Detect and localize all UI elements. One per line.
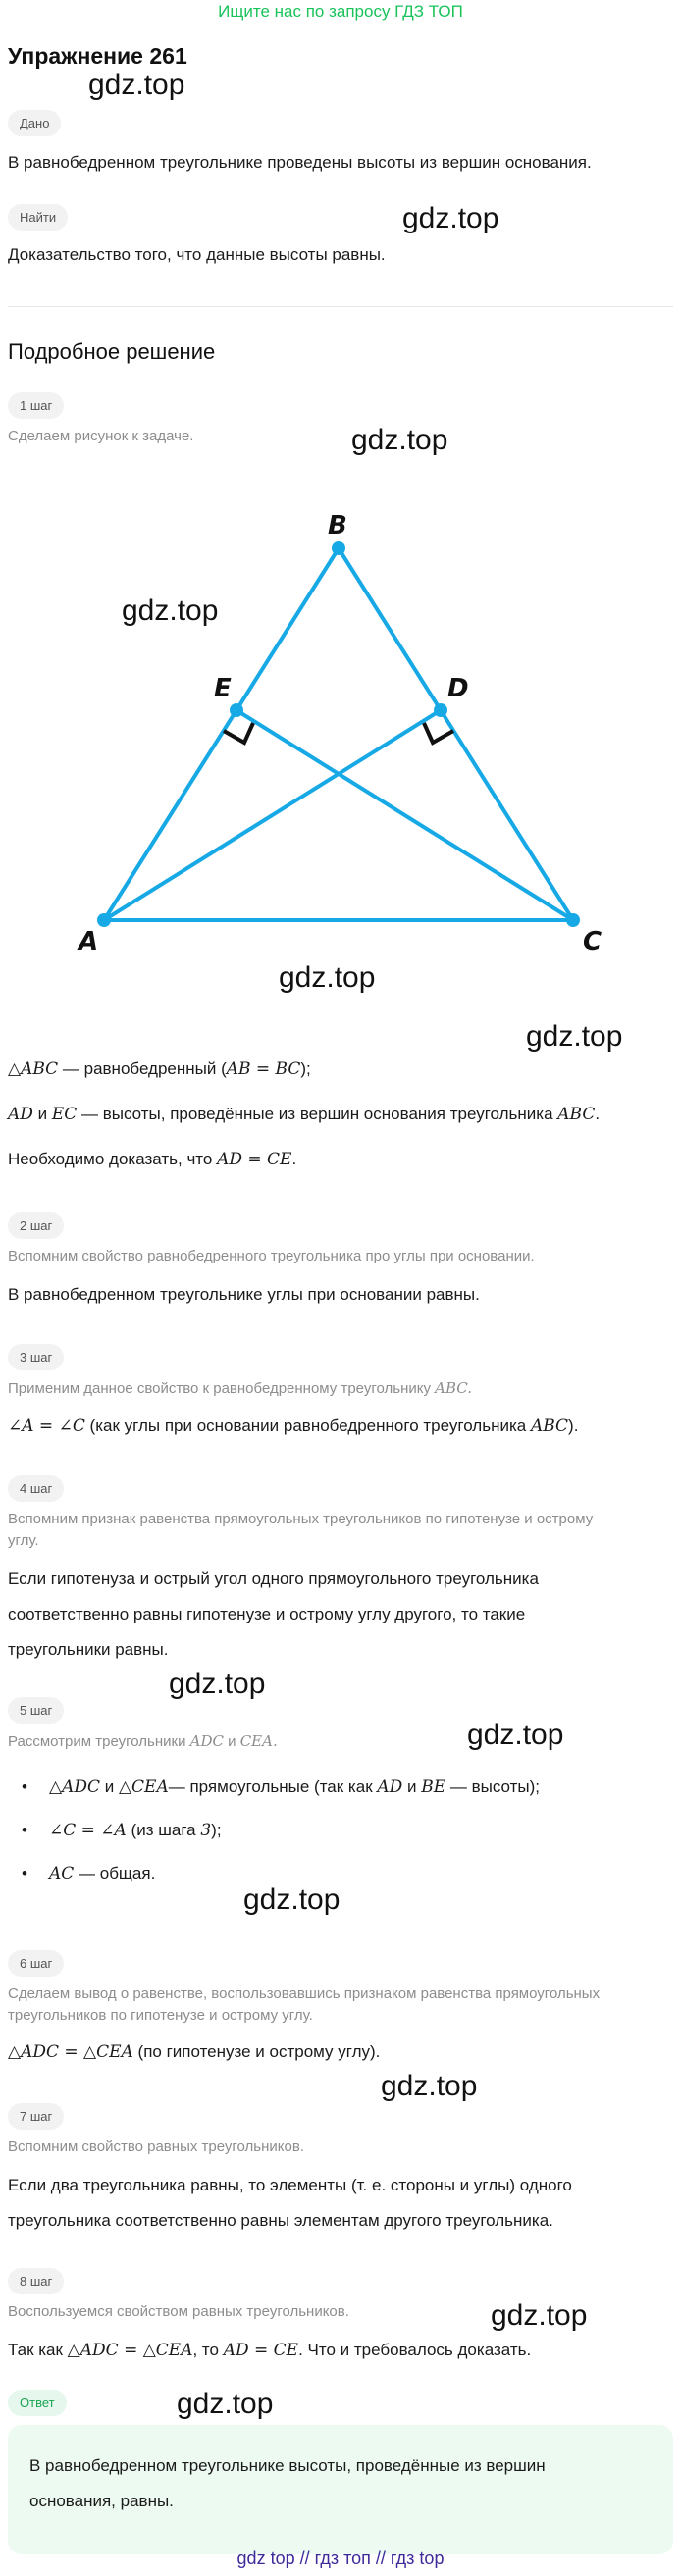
label-e: E: [214, 674, 232, 703]
given-text: В равнобедренном треугольнике проведены высоты из вершин основания.: [8, 153, 592, 172]
watermark: gdz.top: [491, 2299, 588, 2332]
point-b: [332, 541, 345, 555]
find-label-wrap: [8, 204, 68, 231]
page-title: Упражнение 261: [8, 43, 187, 69]
step-label: 1 шаг: [8, 392, 64, 419]
top-banner[interactable]: Ищите нас по запросу ГДЗ ТОП: [218, 2, 463, 21]
given-label: Дано: [8, 110, 61, 136]
step1-line2: AD и EC — высоты, проведённые из вершин основания треугольника ABC.: [8, 1105, 601, 1124]
step2-text: В равнобедренном треугольнике углы при основании равны.: [8, 1285, 480, 1304]
step-label: 7 шаг: [8, 2103, 64, 2130]
point-c: [566, 913, 580, 927]
step7-label-wrap: [8, 2103, 64, 2130]
step3-muted: Применим данное свойство к равнобедренному треугольнику ABC.: [8, 1379, 472, 1397]
step3-label-wrap: [8, 1344, 64, 1370]
watermark: gdz.top: [243, 1883, 340, 1916]
footer-links[interactable]: gdz top // гдз топ // гдз top: [236, 2549, 445, 2568]
watermark: gdz.top: [279, 961, 376, 994]
step-label: 3 шаг: [8, 1344, 64, 1370]
step4-muted2: углу.: [8, 1532, 39, 1549]
height-ce: [236, 710, 573, 920]
label-c: C: [583, 927, 602, 956]
label-b: B: [328, 511, 347, 541]
step6-muted2: треугольников по гипотенузе и острому углу.: [8, 2007, 313, 2024]
side-ab: [104, 548, 339, 920]
step-label: 8 шаг: [8, 2268, 64, 2294]
divider: [8, 306, 673, 307]
answer-box: [8, 2425, 673, 2554]
step8-text: Так как △ADC = △CEA, то AD = CE. Что и требовалось доказать.: [8, 2341, 532, 2360]
step1-label-wrap: [8, 392, 64, 419]
step7-line2: треугольника соответственно равны элементам другого треугольника.: [8, 2211, 553, 2230]
step8-muted: Воспользуемся свойством равных треугольников.: [8, 2303, 349, 2320]
step4-muted1: Вспомним признак равенства прямоугольных треугольников по гипотенузе и острому: [8, 1511, 594, 1527]
solution-title: Подробное решение: [8, 339, 216, 364]
step6-text: △ADC = △CEA (по гипотенузе и острому углу).: [8, 2042, 381, 2062]
step7-muted: Вспомним свойство равных треугольников.: [8, 2138, 304, 2155]
label-d: D: [447, 674, 469, 703]
answer-label: Ответ: [8, 2390, 67, 2416]
step-label: 5 шаг: [8, 1697, 64, 1724]
step-label: 6 шаг: [8, 1950, 64, 1977]
point-e: [230, 703, 243, 717]
step4-line3: треугольники равны.: [8, 1640, 169, 1659]
step5-label-wrap: [8, 1697, 64, 1724]
watermark: gdz.top: [526, 1020, 623, 1053]
watermark: gdz.top: [122, 594, 219, 627]
find-label: Найти: [8, 204, 68, 231]
answer-label-wrap: [8, 2390, 67, 2416]
step1-line3: Необходимо доказать, что AD = CE.: [8, 1150, 297, 1169]
list-item: • AC — общая.: [12, 1864, 540, 1883]
watermark: gdz.top: [88, 69, 185, 101]
step3-text: ∠A = ∠C (как углы при основании равнобедренного треугольника ABC).: [8, 1417, 579, 1436]
given-label-wrap: [8, 110, 61, 136]
height-ad: [104, 710, 441, 920]
step8-label-wrap: [8, 2268, 64, 2294]
step5-bullets: [12, 1777, 540, 1883]
step4-line1: Если гипотенуза и острый угол одного прямоугольного треугольника: [8, 1570, 539, 1588]
step5-muted: Рассмотрим треугольники ADC и CEA.: [8, 1732, 278, 1750]
step-label: 2 шаг: [8, 1212, 64, 1239]
watermark: gdz.top: [169, 1668, 266, 1700]
step1-line1: △ABC — равнобедренный (AB = BC);: [8, 1059, 311, 1079]
step2-muted: Вспомним свойство равнобедренного треугольника про углы при основании.: [8, 1248, 535, 1264]
step6-muted1: Сделаем вывод о равенстве, воспользовавшись признаком равенства прямоугольных: [8, 1985, 601, 2002]
step2-label-wrap: [8, 1212, 64, 1239]
list-item: • △ADC и △CEA— прямоугольные (так как AD и BE — высоты);: [12, 1777, 540, 1797]
point-a: [97, 913, 111, 927]
step4-line2: соответственно равны гипотенузе и острому углу другого, то такие: [8, 1605, 526, 1623]
list-item: • ∠C = ∠A (из шага 3);: [12, 1821, 540, 1840]
answer-line2: основания, равны.: [29, 2492, 174, 2510]
label-a: A: [79, 927, 99, 956]
watermark: gdz.top: [402, 202, 499, 234]
triangle-figure: [0, 490, 681, 971]
side-bc: [339, 548, 573, 920]
step7-line1: Если два треугольника равны, то элементы (т. е. стороны и углы) одного: [8, 2176, 572, 2194]
find-text: Доказательство того, что данные высоты равны.: [8, 245, 386, 264]
step6-label-wrap: [8, 1950, 64, 1977]
step-label: 4 шаг: [8, 1475, 64, 1502]
watermark: gdz.top: [351, 424, 448, 456]
point-d: [434, 703, 447, 717]
step1-intro: Сделаем рисунок к задаче.: [8, 428, 194, 444]
watermark: gdz.top: [467, 1719, 564, 1751]
watermark: gdz.top: [381, 2070, 478, 2102]
step4-label-wrap: [8, 1475, 64, 1502]
watermark: gdz.top: [177, 2388, 274, 2420]
answer-line1: В равнобедренном треугольнике высоты, проведённые из вершин: [29, 2456, 546, 2475]
